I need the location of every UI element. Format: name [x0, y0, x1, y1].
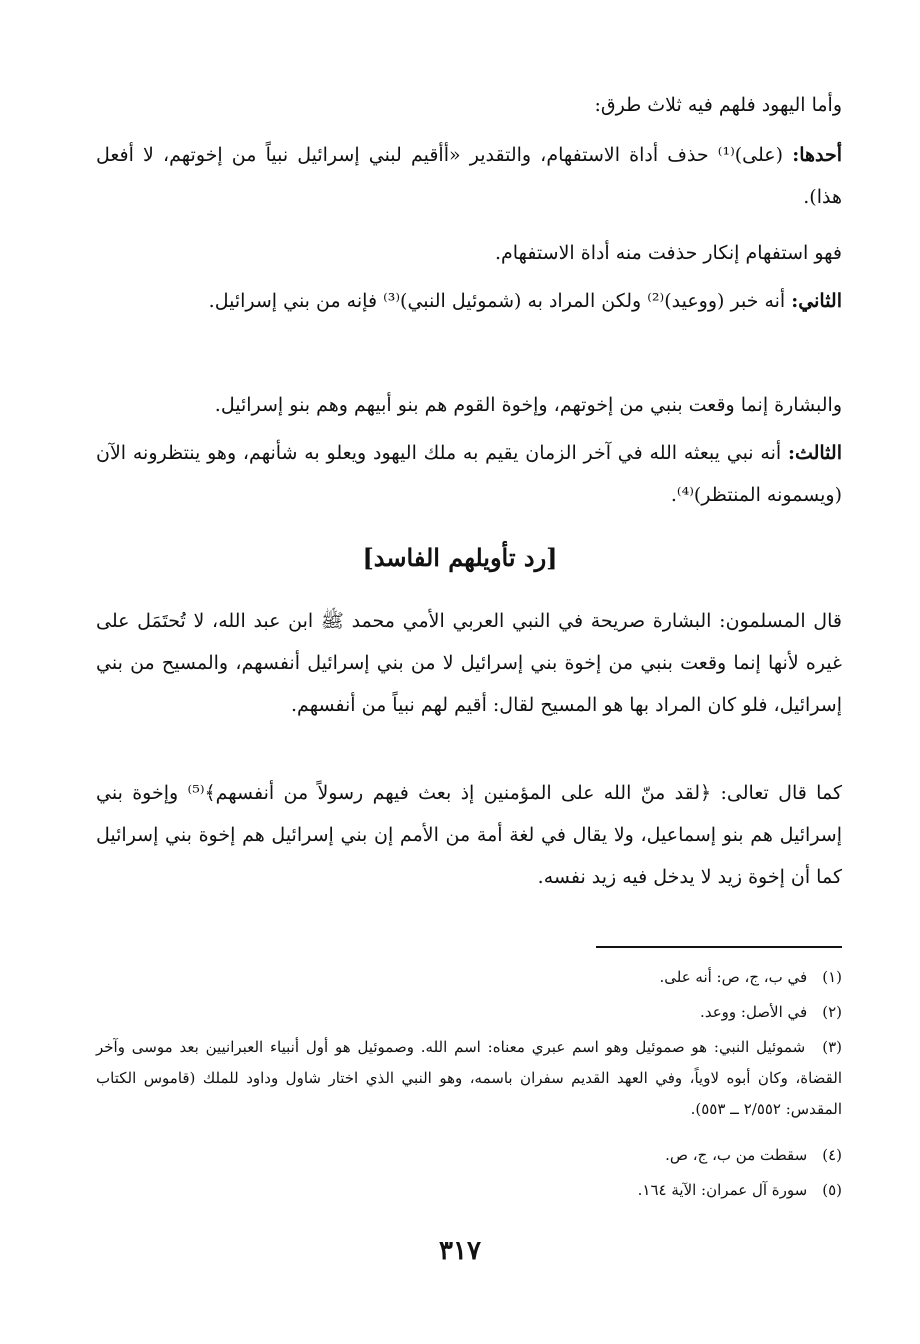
footnote-text: شموئيل النبي: هو صموئيل وهو اسم عبري معناه: اسم الله. وصموئيل هو أول أنبياء العبرانيين بعد موسى وآخر القضاة، وكان أبوه لاوياً، وفي العهد القديم سفران باسمه، وهو النبي الذي اختار شاول وداود للملك (قاموس الكتاب المقدس: ٢/٥٥٢ ــ ٥٥٣).	[96, 1038, 842, 1118]
page-number: ٣١٧	[439, 1236, 481, 1266]
paragraph-glad-tidings	[96, 384, 842, 426]
footnote-text: في ب، ج، ص: أنه على.	[659, 968, 808, 986]
paragraph-text: والبشارة إنما وقعت بنبي من إخوتهم، وإخوة القوم هم بنو أبيهم وهم بنو إسرائيل.	[214, 394, 842, 416]
footnote-text: سقطت من ب، ج، ص.	[665, 1146, 808, 1164]
paragraph-text: فهو استفهام إنكار حذفت منه أداة الاستفهام.	[494, 242, 842, 264]
paragraph-muslims	[96, 600, 842, 726]
footnote-1	[96, 962, 842, 993]
footnote-text: في الأصل: ووعد.	[700, 1003, 808, 1021]
paragraph-note	[96, 232, 842, 274]
paragraph-third	[96, 432, 842, 516]
paragraph-text: أنه نبي يبعثه الله في آخر الزمان يقيم به ملك اليهود ويعلو به شأنهم، وهو ينتظرونه الآن (ويسمونه المنتظر)⁽⁴⁾.	[96, 442, 842, 506]
paragraph-first	[96, 134, 842, 218]
paragraph-label: الثالث:	[787, 442, 842, 464]
paragraph-quran-quote	[96, 772, 842, 898]
footnote-number: (٥)	[822, 1181, 842, 1199]
footnote-separator	[596, 946, 842, 948]
footnote-3	[96, 1032, 842, 1125]
paragraph-label: أحدها:	[792, 144, 843, 166]
footnote-5	[96, 1175, 842, 1206]
footnote-2	[96, 997, 842, 1028]
paragraph-text: وأما اليهود فلهم فيه ثلاث طرق:	[594, 94, 842, 116]
footnote-number: (١)	[822, 968, 842, 986]
paragraph-intro	[96, 84, 842, 126]
paragraph-text: (على)⁽¹⁾ حذف أداة الاستفهام، والتقدير «أأقيم لبني إسرائيل نبياً من إخوتهم، لا أفعل هذا).	[96, 144, 842, 208]
paragraph-label: الثاني:	[791, 290, 842, 312]
footnote-number: (٢)	[822, 1003, 842, 1021]
paragraph-text: كما قال تعالى: ﴿لقد منّ الله على المؤمنين إذ بعث فيهم رسولاً من أنفسهم﴾⁽⁵⁾ وإخوة بني إسرائيل هم بنو إسماعيل، ولا يقال في لغة أمة من الأمم إن بني إسرائيل هم إخوة بني إسرائيل كما أن إخوة زيد لا يدخل فيه زيد نفسه.	[96, 782, 842, 888]
paragraph-text: أنه خبر (ووعيد)⁽²⁾ ولكن المراد به (شموئيل النبي)⁽³⁾ فإنه من بني إسرائيل.	[208, 290, 786, 312]
paragraph-second	[96, 280, 842, 322]
footnote-number: (٤)	[822, 1146, 842, 1164]
section-heading: [رد تأويلهم الفاسد]	[362, 543, 558, 572]
footnote-text: سورة آل عمران: الآية ١٦٤.	[637, 1181, 808, 1199]
footnote-4	[96, 1140, 842, 1171]
paragraph-text: قال المسلمون: البشارة صريحة في النبي العربي الأمي محمد ﷺ ابن عبد الله، لا تُحتَمَل على غيره لأنها إنما وقعت بنبي من إخوة بني إسرائيل لا من بني إسرائيل أنفسهم، والمسيح من بني إسرائيل، فلو كان المراد بها هو المسيح لقال: أقيم لهم نبياً من أنفسهم.	[96, 610, 842, 716]
footnote-number: (٣)	[822, 1038, 842, 1056]
